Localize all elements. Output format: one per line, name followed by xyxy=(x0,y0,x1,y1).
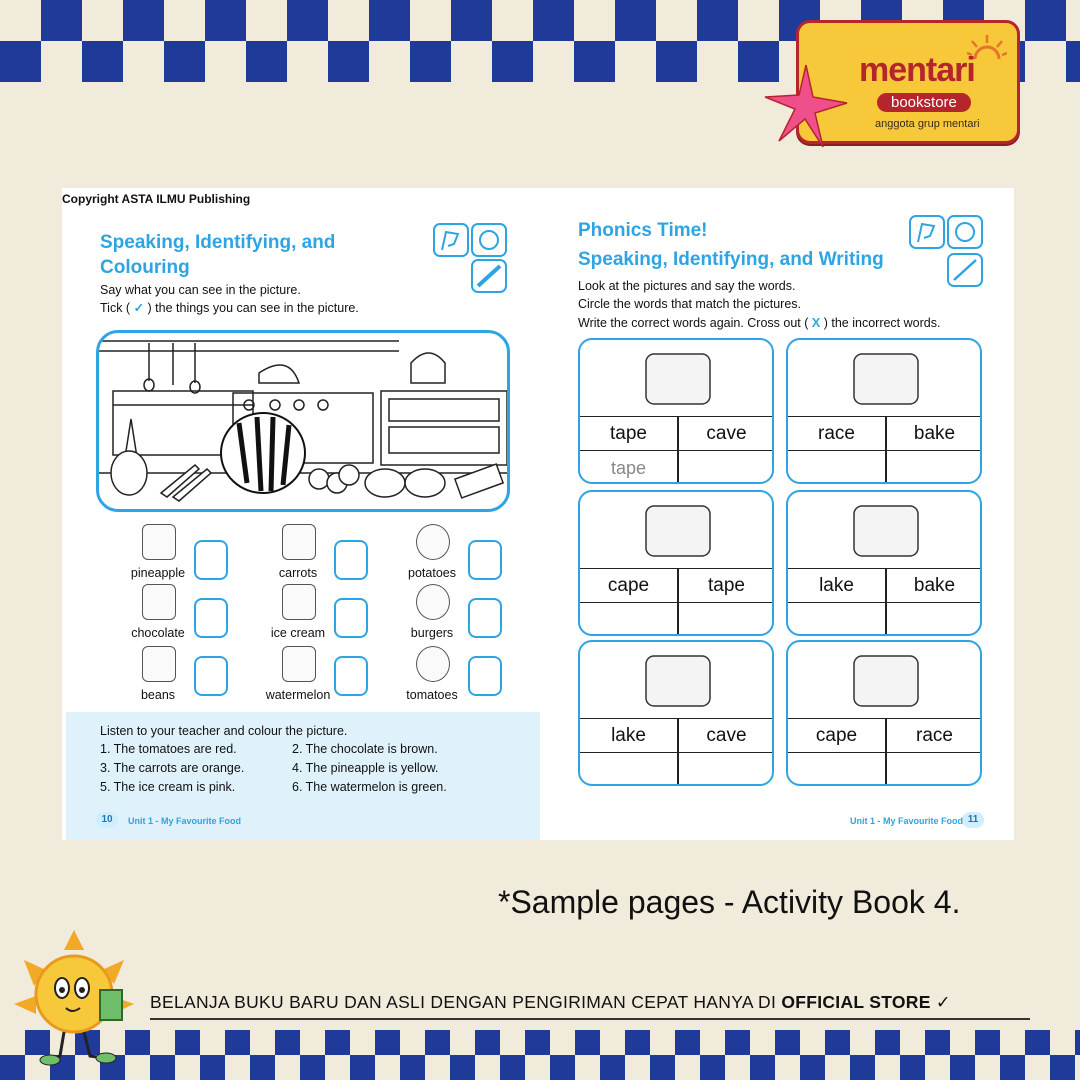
answer-field-2[interactable] xyxy=(678,753,774,786)
answer-field[interactable] xyxy=(580,603,677,636)
word-card xyxy=(786,640,982,786)
answer-field[interactable] xyxy=(580,753,677,786)
item-label: potatoes xyxy=(408,566,456,580)
tick-box[interactable] xyxy=(194,656,228,696)
answer-field-2[interactable] xyxy=(678,603,774,636)
word-option[interactable]: lake xyxy=(611,725,646,746)
item-picture-icon xyxy=(142,524,176,560)
tick-box[interactable] xyxy=(334,656,368,696)
logo-brand: mentari xyxy=(859,51,975,89)
listen-line-6: 6. The watermelon is green. xyxy=(292,780,447,794)
word-card xyxy=(578,338,774,484)
listen-line-5: 5. The ice cream is pink. xyxy=(100,780,236,794)
card-picture-icon xyxy=(788,492,980,568)
right-skill-icons xyxy=(908,214,988,290)
kitchen-illustration xyxy=(96,330,510,512)
item-label: watermelon xyxy=(265,688,331,702)
right-instruction-2: Circle the words that match the pictures. xyxy=(578,297,802,311)
item-picture-icon xyxy=(142,584,176,620)
mentari-logo[interactable] xyxy=(796,20,1020,144)
answer-field-2[interactable] xyxy=(886,451,982,484)
left-heading-line2: Colouring xyxy=(100,257,190,278)
right-instruction-1: Look at the pictures and say the words. xyxy=(578,279,796,293)
item-picture-icon xyxy=(282,646,316,682)
card-divider xyxy=(677,416,679,484)
word-option[interactable]: bake xyxy=(913,423,956,444)
word-option[interactable]: cape xyxy=(607,575,650,596)
tick-box[interactable] xyxy=(468,540,502,580)
answer-field-2[interactable] xyxy=(886,603,982,636)
tick-box[interactable] xyxy=(194,540,228,580)
word-row xyxy=(580,568,772,603)
tick-icon: ✓ xyxy=(133,301,145,315)
card-divider xyxy=(677,718,679,786)
listen-activity-box xyxy=(66,712,540,840)
word-row xyxy=(788,416,980,451)
answer-field[interactable] xyxy=(788,451,885,484)
word-card xyxy=(578,640,774,786)
word-card xyxy=(786,338,982,484)
item-label: ice cream xyxy=(270,626,326,640)
item-picture-icon xyxy=(282,584,316,620)
item-label: burgers xyxy=(410,626,454,640)
page-number-left: 10 xyxy=(96,812,118,828)
card-divider xyxy=(885,416,887,484)
card-picture-icon xyxy=(580,492,772,568)
cross-icon: X xyxy=(811,316,821,330)
tick-box[interactable] xyxy=(468,598,502,638)
logo-sub: bookstore xyxy=(877,93,971,112)
listen-line-3: 3. The carrots are orange. xyxy=(100,761,245,775)
item-picture-icon xyxy=(416,584,450,620)
listen-title: Listen to your teacher and colour the picture. xyxy=(100,724,348,738)
word-option[interactable]: cave xyxy=(706,423,747,444)
card-picture-icon xyxy=(580,340,772,416)
banner-text: BELANJA BUKU BARU DAN ASLI DENGAN PENGIRIMAN CEPAT HANYA DI xyxy=(150,992,777,1012)
left-heading-line1: Speaking, Identifying, and xyxy=(100,232,336,253)
checker-border-bottom xyxy=(0,1030,1080,1080)
instr3-text-a: Write the correct words again. Cross out ( xyxy=(578,316,809,330)
answer-field[interactable] xyxy=(788,603,885,636)
word-option[interactable]: race xyxy=(916,725,953,746)
word-option[interactable]: bake xyxy=(913,575,956,596)
item-picture-icon xyxy=(416,646,450,682)
page-number-right: 11 xyxy=(962,812,984,828)
word-option[interactable]: lake xyxy=(819,575,854,596)
card-divider xyxy=(885,568,887,636)
tick-box[interactable] xyxy=(334,598,368,638)
left-instruction-1: Say what you can see in the picture. xyxy=(100,283,301,297)
answer-field-2[interactable] xyxy=(678,451,774,484)
listen-line-2: 2. The chocolate is brown. xyxy=(292,742,438,756)
word-option[interactable]: cape xyxy=(815,725,858,746)
item-label: carrots xyxy=(278,566,318,580)
answer-row xyxy=(580,602,772,636)
word-option[interactable]: tape xyxy=(610,423,647,444)
item-picture-icon xyxy=(282,524,316,560)
word-row xyxy=(788,718,980,753)
item-picture-icon xyxy=(416,524,450,560)
banner-official-store: OFFICIAL STORE xyxy=(781,992,931,1012)
sun-mascot-icon xyxy=(14,930,154,1070)
word-option[interactable]: cave xyxy=(706,725,747,746)
left-instruction-2 xyxy=(100,299,359,317)
instr3-text-b: ) the incorrect words. xyxy=(823,316,941,330)
word-row xyxy=(580,416,772,451)
tick-box[interactable] xyxy=(194,598,228,638)
word-option[interactable]: race xyxy=(818,423,855,444)
item-label: chocolate xyxy=(131,626,185,640)
word-row xyxy=(788,568,980,603)
logo-group: anggota grup mentari xyxy=(875,118,980,130)
word-card xyxy=(578,490,774,636)
instr-text-a: Tick ( xyxy=(100,301,131,315)
answer-row xyxy=(580,450,772,484)
listen-line-1: 1. The tomatoes are red. xyxy=(100,742,237,756)
word-option[interactable]: tape xyxy=(708,575,745,596)
item-picture-icon xyxy=(142,646,176,682)
card-divider xyxy=(677,568,679,636)
answer-row xyxy=(788,602,980,636)
sample-caption: *Sample pages - Activity Book 4. xyxy=(498,884,961,920)
answer-field-2[interactable] xyxy=(886,753,982,786)
phonics-heading: Phonics Time! xyxy=(578,220,708,241)
tick-box[interactable] xyxy=(334,540,368,580)
listen-line-4: 4. The pineapple is yellow. xyxy=(292,761,439,775)
skill-icons xyxy=(432,222,512,296)
card-picture-icon xyxy=(788,340,980,416)
promo-banner[interactable] xyxy=(150,992,951,1013)
star-icon xyxy=(763,63,849,149)
right-heading: Speaking, Identifying, and Writing xyxy=(578,249,884,270)
right-footer: Unit 1 - My Favourite Food xyxy=(850,816,964,826)
copyright-text: Copyright ASTA ILMU Publishing xyxy=(62,192,251,206)
item-label: tomatoes xyxy=(406,688,458,702)
card-picture-icon xyxy=(580,642,772,718)
answer-row xyxy=(788,450,980,484)
word-row xyxy=(580,718,772,753)
instr-text-b: ) the things you can see in the picture. xyxy=(147,301,359,315)
left-footer: Unit 1 - My Favourite Food xyxy=(128,816,242,826)
card-picture-icon xyxy=(788,642,980,718)
check-icon: ✓ xyxy=(935,992,951,1012)
answer-field[interactable]: tape xyxy=(610,458,647,478)
right-instruction-3 xyxy=(578,314,940,332)
item-label: pineapple xyxy=(130,566,186,580)
answer-row xyxy=(788,752,980,786)
answer-row xyxy=(580,752,772,786)
word-card xyxy=(786,490,982,636)
tick-box[interactable] xyxy=(468,656,502,696)
answer-field[interactable] xyxy=(788,753,885,786)
card-divider xyxy=(885,718,887,786)
banner-underline xyxy=(150,1018,1030,1020)
item-label: beans xyxy=(140,688,176,702)
